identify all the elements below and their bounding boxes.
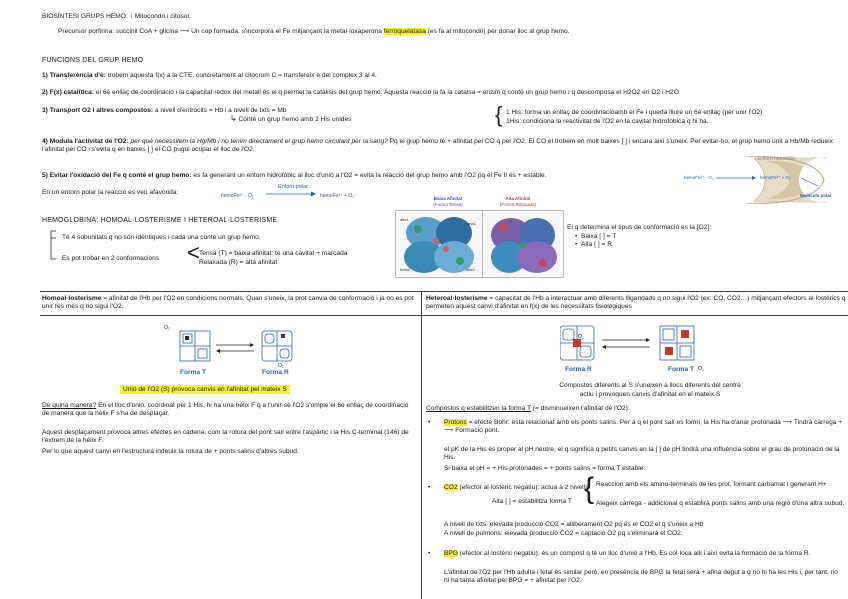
his-2: 1His: condiciona la reactivitat de l'O2 en la cavitat hidrofòbica q hi ha. (506, 118, 709, 125)
ferroquelatasa-highlight: ferroquelatasa (383, 28, 426, 35)
biosynthesis-text-end: (es fa al mitocondri) per donar lloc al grup hemo. (425, 28, 570, 35)
conformation-r: Relaxada (R) = alta afinitat (199, 259, 278, 266)
bpg-text (444, 550, 839, 558)
reaction-right: hemoFe³⁺ + O₂⁻ (320, 193, 357, 199)
homo-question-text: En el lloc d'unió, coordinat per 1 His, hi ha una hèlix F q a l'unir-se l'O2 s'omple el 6è enllaç de coordinació de manera que la hèlix F s'ha de desplaçar. (42, 402, 409, 418)
hetero-forma-r: Forma R (565, 366, 592, 373)
co2-description: (efector al·lostèric negatiu): actua a 2 nivells (457, 484, 589, 491)
hemoglobin-tense-image (395, 210, 485, 278)
hetero-caption-2: actiu i provoquen canvis d'afinitat en el mateix S (579, 391, 721, 398)
conformation-bullet-1: • Baixa [ ] = T (575, 233, 617, 240)
img-low-affinity-title: Baixa Afinitat (433, 196, 463, 201)
function-2 (42, 89, 848, 97)
brace-icon: { (495, 102, 503, 127)
hydro-left: hemoFe²⁺ · O₂ (684, 175, 714, 180)
function-5 (42, 172, 682, 180)
co2-reaction-2: Alegeix càrrega - addicional q establirà ponts salins amb una regió d'una altra subud. (596, 500, 845, 507)
function-2-label: 2) F(x) catalítica: (42, 89, 95, 96)
stabilize-t-heading (426, 405, 630, 413)
reaction-left: hemoFe²⁺ · O₂ (221, 193, 254, 199)
homo-text: = afinitat de l'Hb per l'O2 en condicions normals. Quan s'uneix, la prot canvia de conformació i ja no es pot unir res més q no sigui l'O2. (42, 295, 414, 311)
function-3-text: a nivell d'eritròcits = Hb i a nivell de txts = Mb (153, 107, 287, 114)
protons-pk: el pK de la His és proper al pH neutre, el q significa q petits canvis en la [ ] de pH tindrà una influència sobre el grau de protonació de la His. (444, 446, 840, 462)
function-1 (42, 72, 842, 80)
conformation-determinant: El q determina el tipus de conformació es la [O2]: (567, 224, 712, 231)
low-conc-t: Baixa [ ] = T (580, 233, 617, 240)
alfa2-label: alfa2 (466, 267, 475, 272)
stabilize-t-rest: (= disminueixen l'afinitat de l'O2): (530, 405, 630, 412)
co2-brace-icon: { (584, 472, 595, 505)
function-4-label: 4) Modula l'activitat de l'O2: (42, 138, 129, 145)
conformations-brace-icon: < (187, 240, 200, 265)
section-divider-top (40, 291, 848, 292)
homo-question (42, 402, 416, 418)
function-1-text: trobem aquesta f(x) a la CTE, concretament al citocrom C = transfereix è del complex 3 al 4. (105, 72, 377, 79)
hemoglobin-point-1: Té 4 subunitats q no són idèntiques i cada una conté un grup hemo. (62, 234, 261, 241)
homo-caption (120, 386, 290, 394)
hetero-forma-t: Forma T (668, 366, 695, 373)
conformation-t: Tensa (T) = baixa afinitat: té una cavitat + marcada (199, 250, 348, 257)
high-conc-r: Alta [ ] = R (580, 241, 612, 248)
hemoglobin-relaxed-image (482, 210, 564, 278)
co2-reaction-1: Reaccion amb els amino-terminals de les prot, formant carbamat i generant H+ (596, 481, 827, 488)
bullet-bpg: • (428, 550, 431, 557)
bracket-icon (48, 229, 60, 261)
conformation-bullet-2: • Alta [ ] = R (575, 241, 612, 248)
bpg-fetal: L'afinitat de l'O2 per l'Hb adulta i fetal és similar però, en presència de BPG la fetal serà + afina degut a q no hi ha les His i, per tant, no hi ha tanta afinitat pel BPG = + afinitat per l'O2. (444, 569, 838, 585)
function-5-label: 5) Evitar l'oxidació del Fe q conté el grup hemo: (42, 172, 192, 179)
img-high-affinity-title: Alta Afinitat (505, 196, 531, 201)
function-4-question: per què necessitem la Hg/Mb i no tenim directament el grup hemo circulant per la sang? (128, 138, 388, 145)
protons-description: = efecte Bohr: està relacionat amb els ponts salins. Per a q el pont salí es formi, la His ha d'anar protonada ⟶ Tindrà càrrega + ⟶ Formació pont. (444, 419, 843, 435)
co2-tissues: A nivell de txts: elevada producció CO2 = alliberament O2 pq és el CO2 el q s'uneix a Hb (444, 521, 704, 528)
function-5-text: es fa generant un entorn hidrofòbic al lloc d'unió a l'O2 = evita la reacció del grup hemo amb l'O2 pq el Fe II és + estable. (191, 172, 547, 179)
polar-molecule-label: Molècula polar (800, 193, 832, 198)
hetero-o2-label-2: O₂ (698, 366, 704, 372)
co2-line (444, 484, 588, 492)
beta2-label: beta2 (400, 267, 411, 272)
co2-highlight: CO2 (444, 484, 458, 491)
co2-lungs: A nivell de pulmons: elevada producció CO2 = captació O2 pq s'eliminarà el CO2. (444, 530, 683, 537)
function-5-line2: En un entorn polar la reacció es veu afavorida: (42, 189, 179, 196)
biosynthesis-title: BIOSÍNTESI GRUPS HEMO: ↑ Mitocondri i citosol. (42, 13, 191, 20)
hetero-caption-1: Compostos diferents al S s'uneixen a llocs diferents del centre (559, 382, 741, 389)
protons-text (444, 419, 844, 435)
reaction-label: Entorn polar (278, 184, 308, 190)
function-1-label: 1) Transferència d'è: (42, 72, 106, 79)
bpg-highlight: BPG (444, 550, 458, 557)
biosynthesis-line (58, 28, 843, 36)
function-3-sub-text: Conté un grup hemo amb 2 His unides (238, 116, 352, 123)
hydrophobic-label: Entorn hidrofòbic (758, 156, 796, 162)
homo-label: Homoal·losterisme (42, 295, 102, 302)
co2-high-conc: Alta [ ] = estabilitza forma T (492, 498, 572, 505)
function-3-label: 3) Transport O2 i altres compostos: (42, 107, 154, 114)
return-arrow-icon: ↳ (230, 114, 237, 123)
bpg-description: (efector al·lostèric negatiu): és un compost q té un lloc d'unió a l'Hb. Es col·loca allí i així evita la formació de la forma R. (457, 550, 811, 557)
hemoglobin-point-2: Es pot trobar en 2 conformacions (62, 255, 160, 262)
hydro-right: hemoFe³⁺ + O₂⁻ (760, 175, 794, 180)
homo-o2-label-2: O₂ (278, 363, 284, 369)
img-high-affinity-sub: (Forma Relaxada) (499, 202, 537, 207)
bullet-co2: • (428, 484, 431, 491)
homo-forma-r: Forma R (262, 369, 289, 376)
homo-o2-label-1: O₂ (164, 325, 170, 331)
img-low-affinity-sub: (Forma Tensa) (433, 202, 463, 207)
beta1-label: beta1 (466, 221, 477, 226)
biosynthesis-text: Precursor porfirina: succinil CoA + glicina ⟶ Un cop formada, s'incorpora el Fe mitjançant la metal·loxaperona (58, 28, 384, 35)
section-divider-header (40, 315, 848, 316)
function-4-text: Pq el grup hemo té + afinitat pel CO q per l'O2. El CO el trobem en molt baixes [ ] i encara així s'uneix. Per evitar-ho, el grup hemo unit a Hb/Mb redueix l'afinitat pel CO i s'evita q en baixes [ ] el CO pugui ocupar el lloc de l'O2. (42, 138, 833, 154)
homo-paragraph-2: Aquest desplaçament provoca altres efectes en cadena, com la rotura del pont salí entre l'aspàrtic i la His C-terminal (146) de l'extrem de la hèlix F. (42, 429, 409, 445)
hemoglobin-heading: HEMOGLOBINA: HOMOAL·LOSTERISME I HETEROAL·LOSTERISME (42, 217, 278, 224)
functions-heading: FUNCIONS DEL GRUP HEMO (42, 57, 144, 64)
column-divider (421, 291, 422, 599)
protons-ph: Si baixa el pH = + His protonades = + ponts salins = forma T estable. (444, 465, 646, 472)
reaction-arrow-icon (266, 191, 316, 197)
homo-definition (42, 295, 416, 311)
homo-caption-text: Unió de l'O2 (S) provoca canvis en l'afinitat pel mateix S (120, 385, 290, 394)
hetero-label: Heteroal·losterisme (426, 295, 488, 302)
hetero-o2-label-1: O₂ (578, 334, 584, 340)
homo-question-label: De quina manera? (42, 402, 97, 409)
hetero-text: = capacitat de l'Hb a interactuar amb diferents lligandads q no sigui l'O2 (ex: CO, CO2…) mitjançant efectors al·lostèrics q permeten aquest canvi d'afinitat en f(x) de les necessitats fisiològiques (426, 295, 846, 311)
stabilize-t-underlined: Compostos q estabilitzen la forma T (426, 405, 531, 412)
homo-forma-t: Forma T (180, 369, 207, 376)
homo-paragraph-3: Per lo que aquest canvi en l'estructura indeuix la rotura de + ponts salins d'altres subud. (42, 448, 299, 455)
alfa1-label: alfa1 (400, 217, 409, 222)
bullet-protons: • (428, 419, 431, 426)
function-4 (42, 138, 842, 154)
function-2-text: el 6è enllaç de coordinació i la capacitat redox del metall és el q permet la catàlisis del grup hemo. Aquesta reacció la fa la catalsa = enzim q conté un grup hemo i q descomposa el H2O2 en O2 i H2O (94, 89, 679, 96)
protons-highlight: Protons (444, 419, 467, 426)
function-3-sub (230, 114, 351, 124)
his-1: 1 His: forma un enllaç de coordinacióamb el Fe i queda lliure un 6è enllaç (per unir l'O2) (506, 109, 763, 116)
hetero-definition (426, 295, 846, 311)
